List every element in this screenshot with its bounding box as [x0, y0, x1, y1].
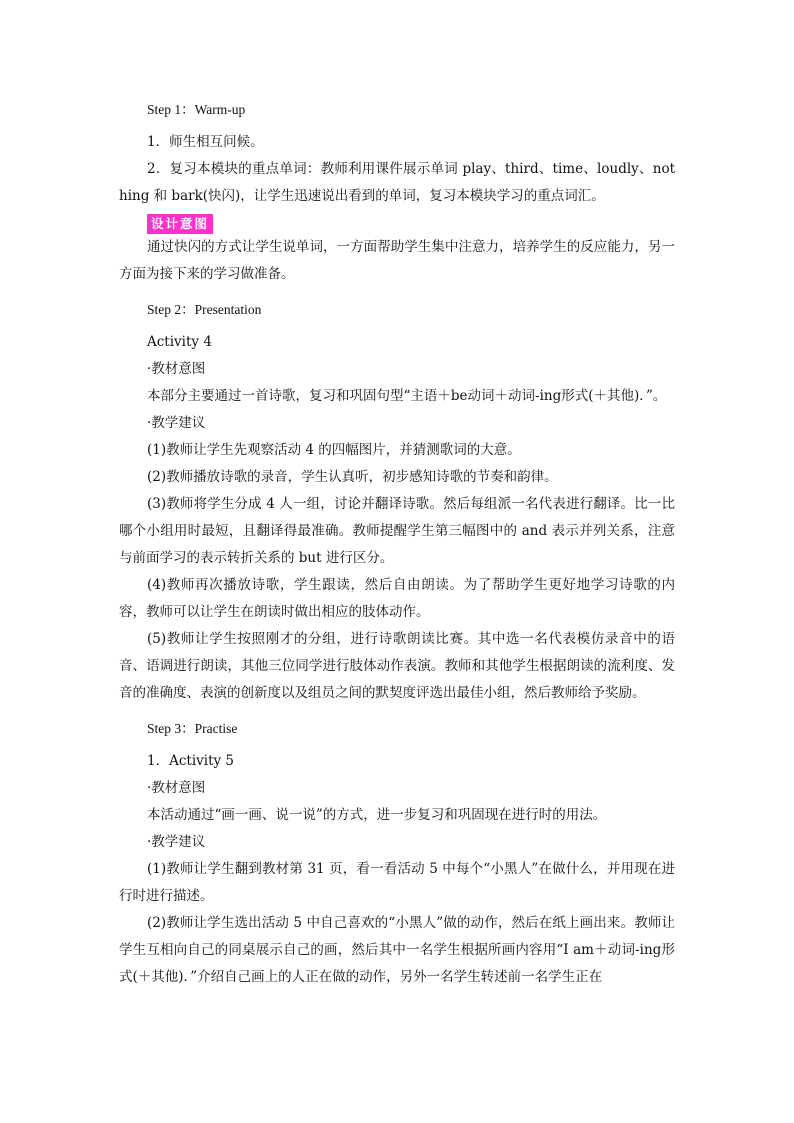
step3-activity: 1．Activity 5: [147, 753, 235, 769]
document-body: [119, 96, 675, 991]
step2-advice-4: (4)教师再次播放诗歌，学生跟读，然后自由朗读。为了帮助学生更好地学习诗歌的内容，教师可以让学生在朗读时做出相应的肢体动作。: [119, 577, 675, 620]
design-intent-badge: 设计意图: [147, 214, 213, 234]
step2-advice-1: (1)教师让学生先观察活动 4 的四幅图片，并猜测歌词的大意。: [147, 442, 521, 458]
step3-intent-text: 本活动通过“画一画、说一说”的方式，进一步复习和巩固现在进行时的用法。: [147, 807, 607, 823]
step2-activity: Activity 4: [147, 334, 212, 350]
step3-advice-label: ·教学建议: [147, 834, 206, 850]
step1-item-2: 2．复习本模块的重点单词：教师利用课件展示单词 play、third、time、loudly、nothing 和 bark(快闪)，让学生迅速说出看到的单词，复习本模块学习的重点词汇。: [119, 161, 675, 204]
step3-advice-2: (2)教师让学生选出活动 5 中自己喜欢的“小黑人”做的动作，然后在纸上画出来。教师让学生互相向自己的同桌展示自己的画，然后其中一名学生根据所画内容用“I am＋动词-ing形式(＋其他)．”介绍自己画上的人正在做的动作，另外一名学生转述前一名学生正在: [119, 915, 675, 985]
step2-intent-label: ·教材意图: [147, 361, 206, 377]
step2-heading: Step 2：Presentation: [147, 302, 262, 317]
design-intent-text: 通过快闪的方式让学生说单词，一方面帮助学生集中注意力，培养学生的反应能力，另一方面为接下来的学习做准备。: [119, 239, 675, 282]
design-intent-row: [147, 212, 675, 234]
step2-advice-label: ·教学建议: [147, 415, 206, 431]
step3-intent-label: ·教材意图: [147, 780, 206, 796]
step2-intent-text: 本部分主要通过一首诗歌，复习和巩固句型“主语＋be动词＋动词-ing形式(＋其他)．”。: [147, 388, 667, 404]
step1-item-1: 1．师生相互问候。: [147, 134, 264, 150]
step1-heading: Step 1：Warm-up: [147, 102, 246, 117]
step3-advice-1: (1)教师让学生翻到教材第 31 页，看一看活动 5 中每个“小黑人”在做什么，并用现在进行时进行描述。: [119, 861, 675, 904]
step2-advice-2: (2)教师播放诗歌的录音，学生认真听，初步感知诗歌的节奏和韵律。: [147, 469, 558, 485]
step2-advice-5: (5)教师让学生按照刚才的分组，进行诗歌朗读比赛。其中选一名代表模仿录音中的语音、语调进行朗读，其他三位同学进行肢体动作表演。教师和其他学生根据朗读的流利度、发音的准确度、表演的创新度以及组员之间的默契度评选出最佳小组，然后教师给予奖励。: [119, 631, 675, 701]
step2-advice-3: (3)教师将学生分成 4 人一组，讨论并翻译诗歌。然后每组派一名代表进行翻译。比一比哪个小组用时最短，且翻译得最准确。教师提醒学生第三幅图中的 and 表示并列关系，注意与前面学习的表示转折关系的 but 进行区分。: [119, 496, 675, 566]
step3-heading: Step 3：Practise: [147, 721, 238, 736]
